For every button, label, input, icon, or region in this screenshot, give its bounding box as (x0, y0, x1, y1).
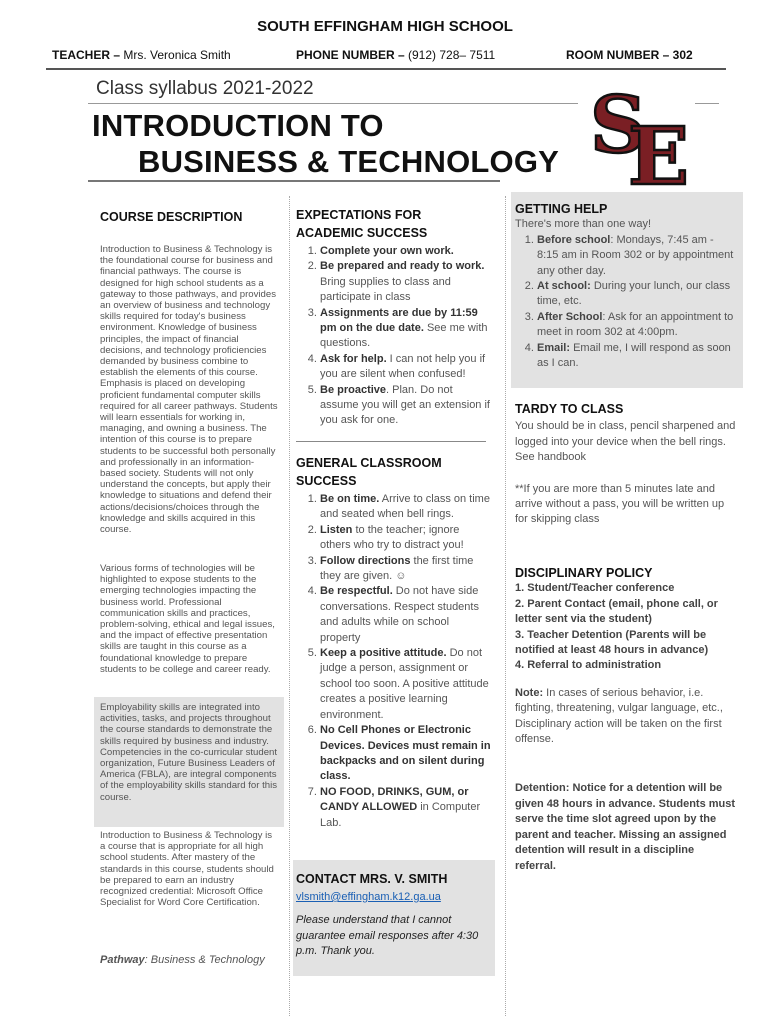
general-item-4: 4. Be respectful. Do not have side conversations. Respect students and adults while on school property (320, 584, 492, 646)
column-divider-1 (289, 196, 290, 1016)
teacher-name: Mrs. Veronica Smith (123, 48, 231, 62)
svg-text:S: S (590, 80, 647, 171)
tardy-p2: **If you are more than 5 minutes late and arrive without a pass, you will be written up for skipping class (515, 482, 725, 526)
discipline-note (515, 686, 737, 748)
course-description-section (100, 212, 280, 223)
expectations-section (296, 206, 492, 429)
title-border-right (695, 103, 719, 104)
course-title-line1: INTRODUCTION TO (92, 108, 384, 143)
general-item-7: 7. NO FOOD, DRINKS, GUM, or CANDY ALLOWED in Computer Lab. (320, 785, 492, 831)
general-item-1: 1. Be on time. Arrive to class on time and seated when bell rings. (320, 492, 492, 523)
getting-help-section (515, 202, 737, 371)
expectation-item-3: 3. Assignments are due by 11:59 pm on the due date. See me with questions. (320, 306, 492, 352)
discipline-item-4: 4. Referral to administration (515, 659, 662, 672)
tardy-section (515, 402, 737, 528)
discipline-note-label: Note: (515, 686, 544, 699)
course-description-heading: COURSE DESCRIPTION (100, 210, 243, 224)
contact-note: Please understand that I cannot guarantee email responses after 4:30 p.m. Thank you. (296, 914, 479, 958)
tardy-p1: You should be in class, pencil sharpened and logged into your device when the bell rings. See handbook (515, 420, 736, 464)
syllabus-label: Class syllabus 2021-2022 (96, 78, 314, 99)
discipline-item-1: 1. Student/Teacher conference (515, 582, 675, 595)
phone-number: (912) 728– 7511 (408, 48, 496, 62)
discipline-item-3: 3. Teacher Detention (Parents will be notified at least 48 hours in advance) (515, 628, 709, 657)
svg-text:E: E (628, 109, 689, 190)
getting-help-heading: GETTING HELP (515, 202, 608, 216)
expectation-item-2: 2. Be prepared and ready to work. Bring supplies to class and participate in class (320, 259, 492, 305)
title-underline (88, 180, 500, 182)
school-logo (586, 78, 690, 190)
pathway-label: Pathway (100, 954, 145, 966)
pathway-value: : Business & Technology (144, 954, 265, 966)
contact-heading: CONTACT MRS. V. SMITH (296, 872, 448, 886)
discipline-note-text: In cases of serious behavior, i.e. fighting, threatening, vulgar language, etc., Disciplinary action will be taken on the first offense. (515, 686, 723, 746)
expectation-item-1: 1. Complete your own work. (320, 244, 492, 259)
expectations-heading-line2: ACADEMIC SUCCESS (296, 226, 428, 240)
course-description-p3: Employability skills are integrated into activities, tasks, and projects throughout the course standards to demonstrate the skills required by business and industry. Competencies in the co-curricular student organization, Future Business Leaders of America (FBLA), are integral components of the employability skills standard for this course. (100, 702, 278, 803)
general-section (296, 454, 492, 831)
course-description-p1: Introduction to Business & Technology is the foundational course for business and financial pathways. The course is designed for high school students as a gateway to those pathways, and provides an overview of business and technology skills required for today's business environment. Knowledge of business principles, the impact of financial decisions, and technology proficiencies demanded by business combine to establish the elements of this course. Emphasis is placed on developing proficient fundamental computer skills required for all career pathways. Students will learn essentials for working in, managing, and owning a business. The intention of this course is to prepare students to be successful both personally and professionally in an information-based society. Students will not only understand the concepts, but apply their knowledge to situations and defend their actions/decisions/choices through the knowledge and skills acquired in this course. (100, 244, 278, 536)
help-item-1: 1. Before school: Mondays, 7:45 am - 8:15 am in Room 302 or by appointment any other day. (537, 233, 737, 279)
expectation-item-4: 4. Ask for help. I can not help you if you are silent when confused! (320, 352, 492, 383)
tardy-heading: TARDY TO CLASS (515, 402, 624, 416)
discipline-heading: DISCIPLINARY POLICY (515, 566, 653, 580)
course-title-line2: BUSINESS & TECHNOLOGY (138, 144, 560, 179)
title-border-left (88, 103, 578, 104)
header-divider (46, 68, 726, 70)
course-description-p2: Various forms of technologies will be highlighted to expose students to the emerging technologies impacting the business world. Professional communication skills and practices, problem-solving, ethical and legal issues, and the impact of effective presentation skills are taught in this course as a foundational knowledge to prepare students to be college and career ready. (100, 563, 275, 675)
course-description-p4: Introduction to Business & Technology is a course that is appropriate for all high school students. After mastery of the standards in this course, students should be prepared to earn an industry recognized credential: Microsoft Office Specialist for Word Core Certification. (100, 830, 274, 909)
general-item-2: 2. Listen to the teacher; ignore others who try to distract you! (320, 523, 492, 554)
general-item-3: 3. Follow directions the first time they are given. ☺ (320, 554, 492, 585)
contact-email-link[interactable]: vlsmith@effingham.k12.ga.ua (296, 891, 441, 903)
detention-note: Detention: Notice for a detention will be given 48 hours in advance. Students must serve the time slot agreed upon by the parent and teacher. Missing an assigned detention will result in a discipline referral. (515, 782, 736, 872)
contact-section (296, 870, 492, 960)
discipline-section (515, 566, 737, 874)
general-item-6: 6. No Cell Phones or Electronic Devices. Devices must remain in backpacks and on silent during class. (320, 723, 492, 785)
expectation-item-5: 5. Be proactive. Plan. Do not assume you will get an extension if you ask for one. (320, 383, 492, 429)
help-item-4: 4. Email: Email me, I will respond as soon as I can. (537, 341, 737, 372)
help-item-3: 3. After School: Ask for an appointment to meet in room 302 at 4:00pm. (537, 310, 737, 341)
teacher-info (52, 48, 231, 62)
teacher-label: TEACHER – (52, 48, 124, 62)
general-heading-line1: GENERAL CLASSROOM (296, 456, 442, 470)
expectations-divider (296, 441, 486, 442)
expectations-heading-line1: EXPECTATIONS FOR (296, 208, 422, 222)
discipline-item-2: 2. Parent Contact (email, phone call, or letter sent via the student) (515, 597, 718, 626)
general-item-5: 5. Keep a positive attitude. Do not judge a person, assignment or school too soon. A positive attitude creates a positive learning environment. (320, 646, 492, 723)
phone-info (296, 48, 495, 62)
phone-label: PHONE NUMBER – (296, 48, 409, 62)
getting-help-intro: There's more than one way! (515, 218, 652, 231)
help-item-2: 2. At school: During your lunch, our class time, etc. (537, 279, 737, 310)
room-number: ROOM NUMBER – 302 (566, 48, 693, 62)
column-divider-2 (505, 196, 506, 1016)
pathway-line (100, 955, 280, 966)
general-heading-line2: SUCCESS (296, 474, 357, 488)
school-name: SOUTH EFFINGHAM HIGH SCHOOL (257, 18, 513, 35)
